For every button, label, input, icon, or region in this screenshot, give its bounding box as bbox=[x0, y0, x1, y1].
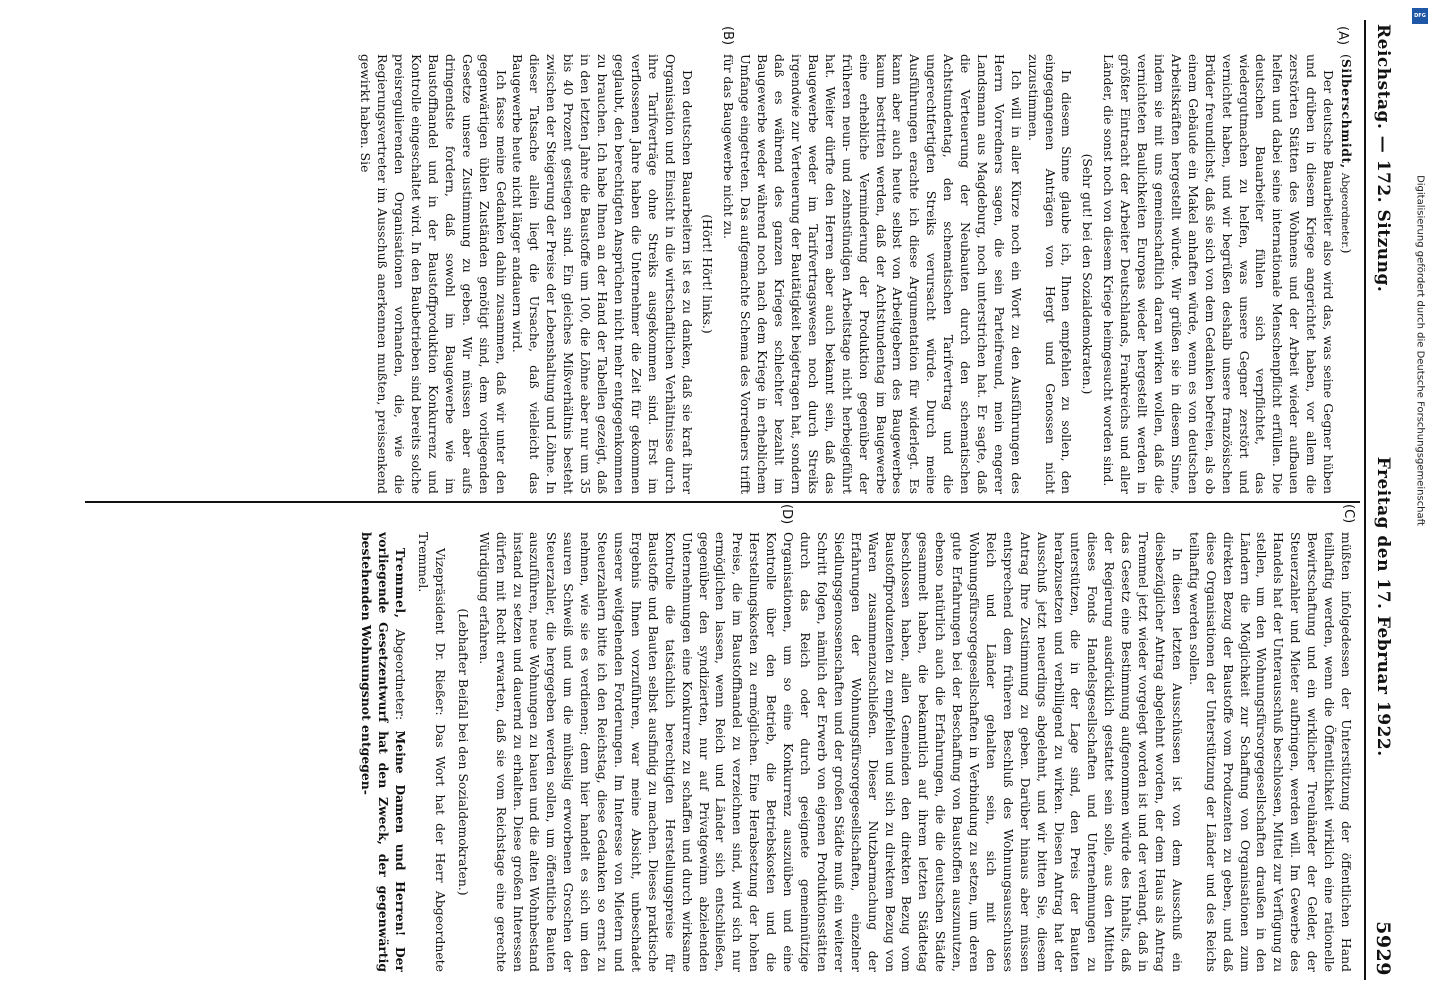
margin-marker-c: (C) bbox=[1341, 504, 1356, 524]
document-page bbox=[55, 20, 1400, 980]
speech-opening: Meine Damen und Herren! Der vorliegende Gesetzentwurf hat den Zweck, der gegenwärtig bestehenden Wohnungsnot entgegen- bbox=[359, 532, 409, 972]
paragraph: Den deutschen Bauarbeitern ist es zu danken, daß sie kraft ihrer Organisation und Einsicht in die wirtschaftlichen Verhältnisse durch ihre Tarifverträge ohne Streiks ausgekommen sind. Erst im verflossenen Jahre haben die Unternehmer die Zeit für gekommen geglaubt, den berechtigten Ansprüchen nicht mehr entgegenkommen zu brauchen. Ich habe Ihnen an der Hand der Tabellen gezeigt, daß in den letzten Jahre die Baustoffe um 100, die Löhne aber nur um 35 bis 40 Prozent gestiegen sind. Ein gleiches Mißverhältnis besteht zwischen der Steigerung der Preise der Lebenshaltung und Löhne. In dieser Tatsache allein liegt die Ursache, daß vielleicht das Baugewerbe heute nicht länger andauern wird. bbox=[510, 54, 695, 494]
digitization-stamp bbox=[1406, 0, 1434, 1000]
speaker-name: Silberschmidt, bbox=[1339, 58, 1354, 169]
margin-marker-a: (A) bbox=[1335, 26, 1350, 46]
header-left: Reichstag. — 172. Sitzung. bbox=[1373, 24, 1393, 293]
president-statement: Vizepräsident Dr. Rießer: Das Wort hat der Herr Abgeordnete Tremmel. bbox=[416, 532, 448, 972]
paragraph: Ich will in aller Kürze noch ein Wort zu den Ausführungen des Herrn Vorredners sagen, die sein Parteifreund, mein engerer Landsmann aus Magdeburg, noch unterstrichen hat. Er sagte, daß die Verteuerung der Neubauten durch den schematischen Achtstundentag, den schematischen Tarifvertrag und die ungerechtfertigten Streiks verursacht würde. Durch meine Ausführungen erachte ich diese Argumentation für widerlegt. Es kann aber auch heute selbst von Arbeitgebern des Baugewerbes kaum bestritten werden, daß der Achtstundentag im Baugewerbe eine erhebliche Verminderung der Produktion gegenüber der früheren neun- und zehnstündigen Arbeitstage nicht herbeigeführt hat. Weiter dürfte den Herren aber auch bekannt sein, daß das Baugewerbe weder im Tarifvertragswesen noch durch Streiks irgendwie zur Verteuerung der Bautätigkeit beigetragen hat, sondern daß es während des ganzen Krieges schlechter bezahlt im Baugewerbe weder während noch nach dem Kriege in erheblichem Umfange eingetreten. Das aufgemachte Schema des Vorredners trifft für das Baugewerbe nicht zu. bbox=[721, 54, 1024, 494]
page-header bbox=[1364, 20, 1400, 980]
dfg-logo-icon: DFG bbox=[1412, 8, 1428, 24]
interjection: (Lebhafter Beifall bei den Sozialdemokraten.) bbox=[455, 608, 471, 896]
paragraph: In diesem Sinne glaube ich, Ihnen empfehlen zu sollen, den eingegangenen Anträgen von Hergt und Genossen nicht zuzustimmen. bbox=[1025, 54, 1075, 494]
paragraph: müßten infolgedessen der Unterstützung der öffentlichen Hand teilhaftig werden, wenn die Öffentlichkeit wirklich eine rationelle Bewirtschaftung und ein wirklicher Treuhänder der Gelder, der Steuerzahler und Mieter aufbringen, werden will. Im Gewerbe des Handels hat der Unterausschuß beschlossen, Mittel zur Verfügung zu stellen, um den Wohnungsfürsorgegesellschaften draußen in den Ländern die Möglichkeit zur Schaffung von Organisationen zum direkten Bezug der Baustoffe vom Produzenten zu geben, und daß diese Organisationen der Unterstützung der Länder und des Reichs teilhaftig werden sollen. bbox=[1186, 532, 1354, 972]
paragraph: In diesen letzten Ausschüssen ist von dem Ausschuß ein diesbezüglicher Antrag abgelehnt worden, der dem Haus als Antrag Tremmel jetzt wieder vorgelegt worden ist und der verlangt, daß in das Gesetz eine Bestimmung aufgenommen würde des Inhalts, daß der Regierung ausdrücklich gestattet sein solle, aus den Mitteln dieses Fonds Handelsgesellschaften und Unternehmungen zu unterstützen, die in der Lage sind, den Preis der Bauten herabzusetzen und verbilligend zu wirken. Diesen Antrag hat der Ausschuß jetzt neuerdings abgelehnt, und wir bitten Sie, diesem Antrag Ihre Zustimmung zu geben. Darüber hinaus aber müssen entsprechend dem früheren Beschluß des Wohnungsausschusses Reich und Länder gehalten sein, sich mit den Wohnungsfürsorgegesellschaften in Verbindung zu setzen, um deren gute Erfahrungen bei der Beschaffung von Baustoffen auszunutzen, ebenso natürlich auch die Erfahrungen, die die deutschen Städte gesammelt haben, die bekanntlich auf ihrem letzten Städtetag beschlossen haben, allen Gemeinden den direkten Bezug vom Baustoffproduzenten zu empfehlen und sich zu direktem Bezug von Waren zusammenzuschließen. Dieser Nutzbarmachung der Erfahrungen der Wohnungsfürsorgegesellschaften, einzelner Siedlungsgenossenschaften und der großen Städte muß ein weiterer Schritt folgen, nämlich der Erwerb von eigenen Produktionsstätten durch das Reich oder durch geeignete gemeinnützige Organisationen, um so eine Konkurrenz auszuüben und eine Kontrolle über den Betrieb, die Betriebskosten und die Herstellungskosten zu ermöglichen. Eine Herabsetzung der hohen Preise, die im Baustoffhandel zu verzeichnen sind, wird sich nur ermöglichen lassen, wenn Reich und Länder sich entschließen, gegenüber den syndizierten, nur auf Privatgewinn abzielenden Unternehmungen eine Konkurrenz zu schaffen und durch wirksame Kontrolle die tatsächlich berechtigten Herstellungspreise für Baustoffe und Bauten selbst ausfindig zu machen. Dieses praktische Ergebnis Ihnen vorzuführen, war meine Absicht, unbeschadet unserer weitgehenden Forderungen. Im Interesse von Mietern und Steuerzahlern bitte ich den Reichstag, diese Gedanken so ernst zu nehmen, wie sie es verdienen; denn hier handelt es sich um den sauren Schweiß und um die mühselig erworbenen Groschen der Steuerzahler, die hergegeben werden sollen, um öffentliche Bauten auszuführen, neue Wohnungen zu bauen und die alten Wohnbestand instand zu setzen und dauernd zu erhalten. Diese großen Interessen dürfen mit Recht erwarten, daß sie vom Reichstage eine gerechte Würdigung erfahren. bbox=[476, 532, 1185, 972]
header-date: Freitag den 17. Februar 1922. bbox=[1373, 456, 1393, 757]
page-number: 5929 bbox=[1372, 921, 1394, 976]
digitization-credit: Digitalisierung gefördert durch die Deutsche Forschungsgemeinschaft bbox=[1414, 175, 1426, 526]
left-column bbox=[85, 54, 1354, 494]
speaker-role: Abgeordneter. bbox=[1339, 172, 1351, 249]
scanned-page-wrapper bbox=[55, 20, 1400, 980]
paragraph: Der deutsche Bauarbeiter also wird das, was seine Gegner hüben und drüben in diesem Kriege angerichtet haben, vor allem die zerstörten Stätten des Wohnens und der Arbeit wieder aufbauen helfen und dabei seine internationale Menschenpflicht erfüllen. Die deutschen Bauarbeiter fühlen sich verpflichtet, das wiedergutmachen zu helfen, was unsere Gegner zerstört und vernichtet haben, und wir begrüßen deshalb unsere französischen Brüder freundlichst, daß sie sich von dem Gedanken befreien, als ob einem Gebäude ein Makel anhaften würde, wenn es von deutschen Arbeitskräften hergestellt würde. Wir grüßen sie in diesem Sinne, indem sie mit uns gemeinschaftlich daran wirken wollen, daß die vernichteten Baulichkeiten Europas wieder hergestellt werden in größter Eintracht der Arbeiter Deutschlands, Frankreichs und aller Länder, die sonst noch von diesem Kriege heimgesucht worden sind. bbox=[1101, 54, 1337, 494]
speaker-role: Abgeordneter: bbox=[393, 628, 409, 721]
interjection: (Sehr gut! bei den Sozialdemokraten.) bbox=[1080, 153, 1096, 395]
right-column bbox=[85, 532, 1354, 972]
interjection: (Hört! Hört! links.) bbox=[700, 214, 716, 334]
margin-marker-b: (B) bbox=[720, 26, 735, 46]
column-divider bbox=[85, 501, 1360, 503]
speaker-line bbox=[357, 532, 408, 972]
speaker-line: (Silberschmidt, Abgeordneter.) bbox=[1339, 54, 1354, 254]
paragraph: Ich fasse meine Gedanken dahin zusammen, daß wir unter den gegenwärtigen üblen Zuständen genötigt sind, dem vorliegenden Gesetze unsere Zustimmung zu geben. Wir müssen aber aufs dringendste fordern, daß sowohl im Baugewerbe wie im Baustoffhandel und in der Baustoffproduktion Konkurrenz und Kontrolle eingeschaltet wird. In den Baubetrieben sind bereits solche preisregulierenden Organisationen vorhanden, die, wie die Regierungsvertreter im Ausschuß anerkennen mußten, preissenkend gewirkt haben. Sie bbox=[358, 54, 509, 494]
margin-marker-d: (D) bbox=[779, 504, 794, 525]
speaker-name: Tremmel, bbox=[393, 548, 409, 619]
